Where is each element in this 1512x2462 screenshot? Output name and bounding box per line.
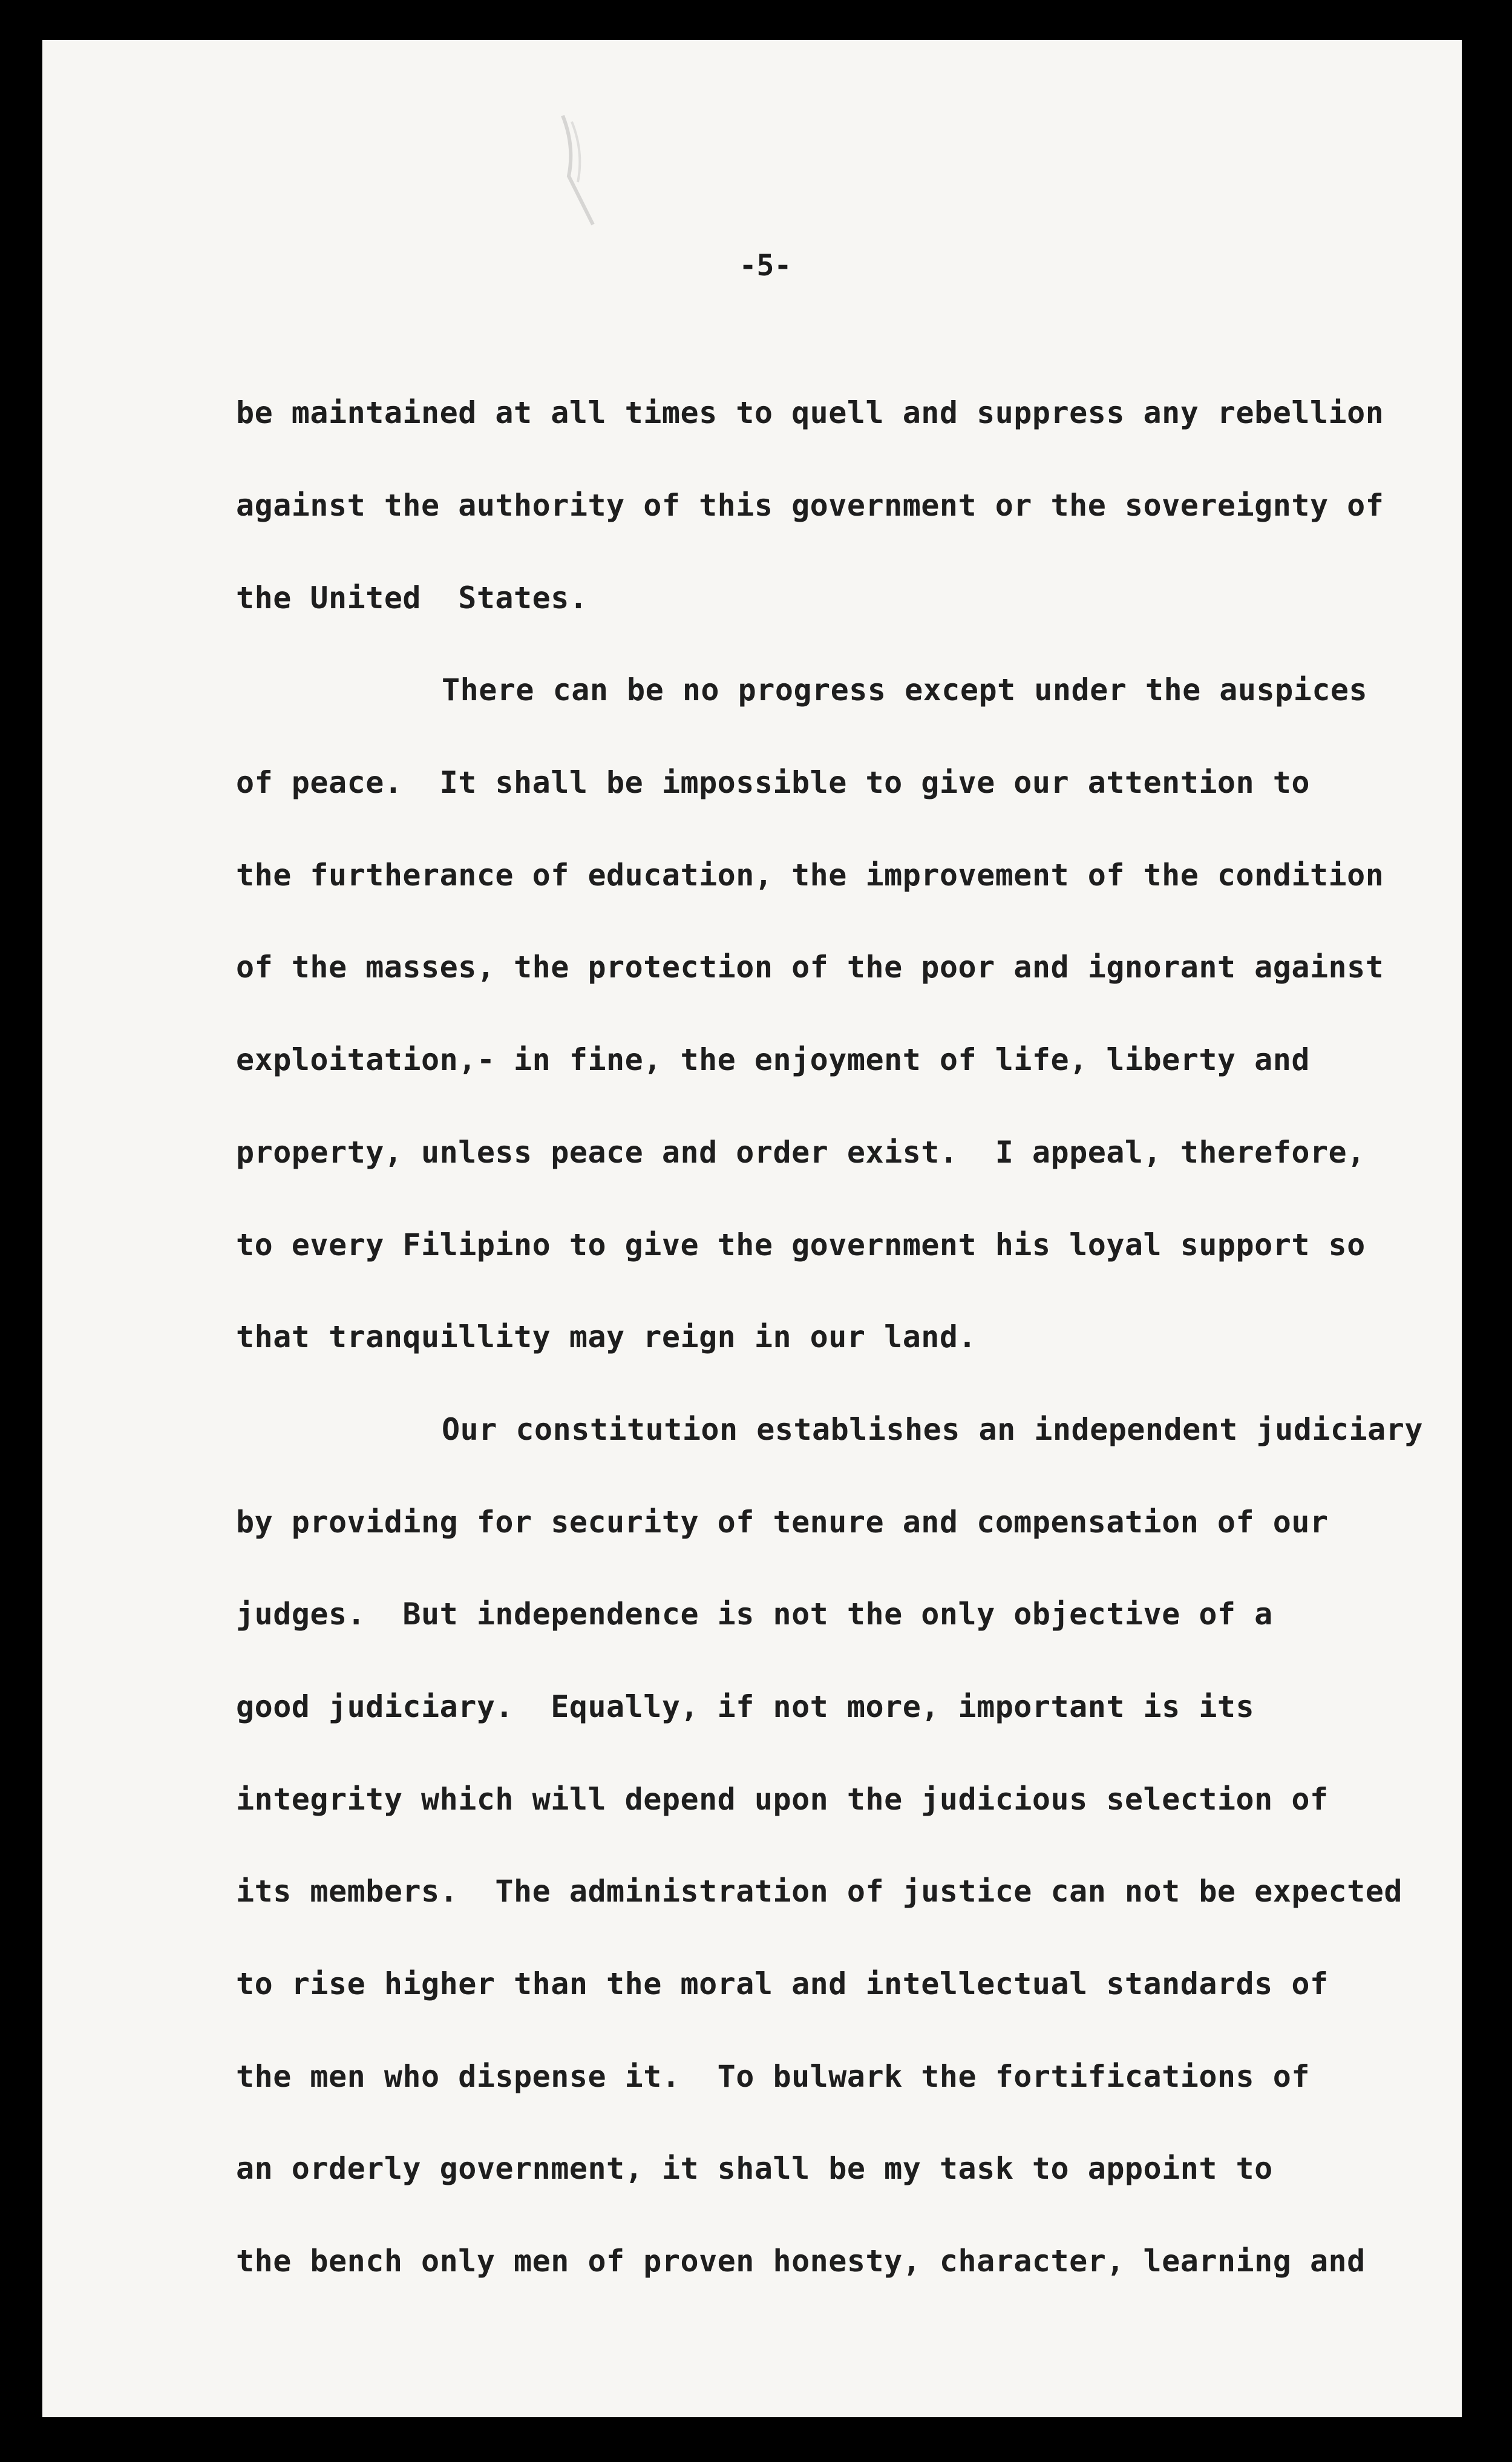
text-line: of peace. It shall be impossible to give our attention to <box>236 765 1310 801</box>
text-line: be maintained at all times to quell and suppress any rebellion <box>236 395 1384 431</box>
text-line: good judiciary. Equally, if not more, important is its <box>236 1689 1255 1724</box>
text-line: integrity which will depend upon the judicious selection of <box>236 1781 1329 1817</box>
text-line: exploitation,- in fine, the enjoyment of life, liberty and <box>236 1042 1310 1078</box>
text-line: the United States. <box>236 580 588 616</box>
text-line: Our constitution establishes an independent judiciary <box>442 1411 1423 1447</box>
text-line: the bench only men of proven honesty, character, learning and <box>236 2244 1366 2279</box>
text-line: its members. The administration of justice can not be expected <box>236 1874 1402 1909</box>
text-line: property, unless peace and order exist. I appeal, therefore, <box>236 1134 1366 1170</box>
page-number: -5- <box>739 249 792 283</box>
text-line: that tranquillity may reign in our land. <box>236 1319 977 1355</box>
text-line: of the masses, the protection of the poor and ignorant against <box>236 950 1384 985</box>
text-line: the men who dispense it. To bulwark the fortifications of <box>236 2058 1310 2094</box>
text-line: judges. But independence is not the only objective of a <box>236 1597 1273 1632</box>
text-line: to every Filipino to give the government his loyal support so <box>236 1227 1366 1262</box>
document-page <box>42 40 1462 2417</box>
text-line: an orderly government, it shall be my task to appoint to <box>236 2151 1273 2187</box>
paper-smudge <box>538 110 611 231</box>
text-line: to rise higher than the moral and intellectual standards of <box>236 1966 1329 2002</box>
text-line: the furtherance of education, the improvement of the condition <box>236 857 1384 893</box>
body-text <box>236 367 1458 2307</box>
text-line: against the authority of this government or the sovereignty of <box>236 488 1384 524</box>
text-line: There can be no progress except under the auspices <box>442 672 1368 708</box>
text-line: by providing for security of tenure and compensation of our <box>236 1504 1329 1540</box>
